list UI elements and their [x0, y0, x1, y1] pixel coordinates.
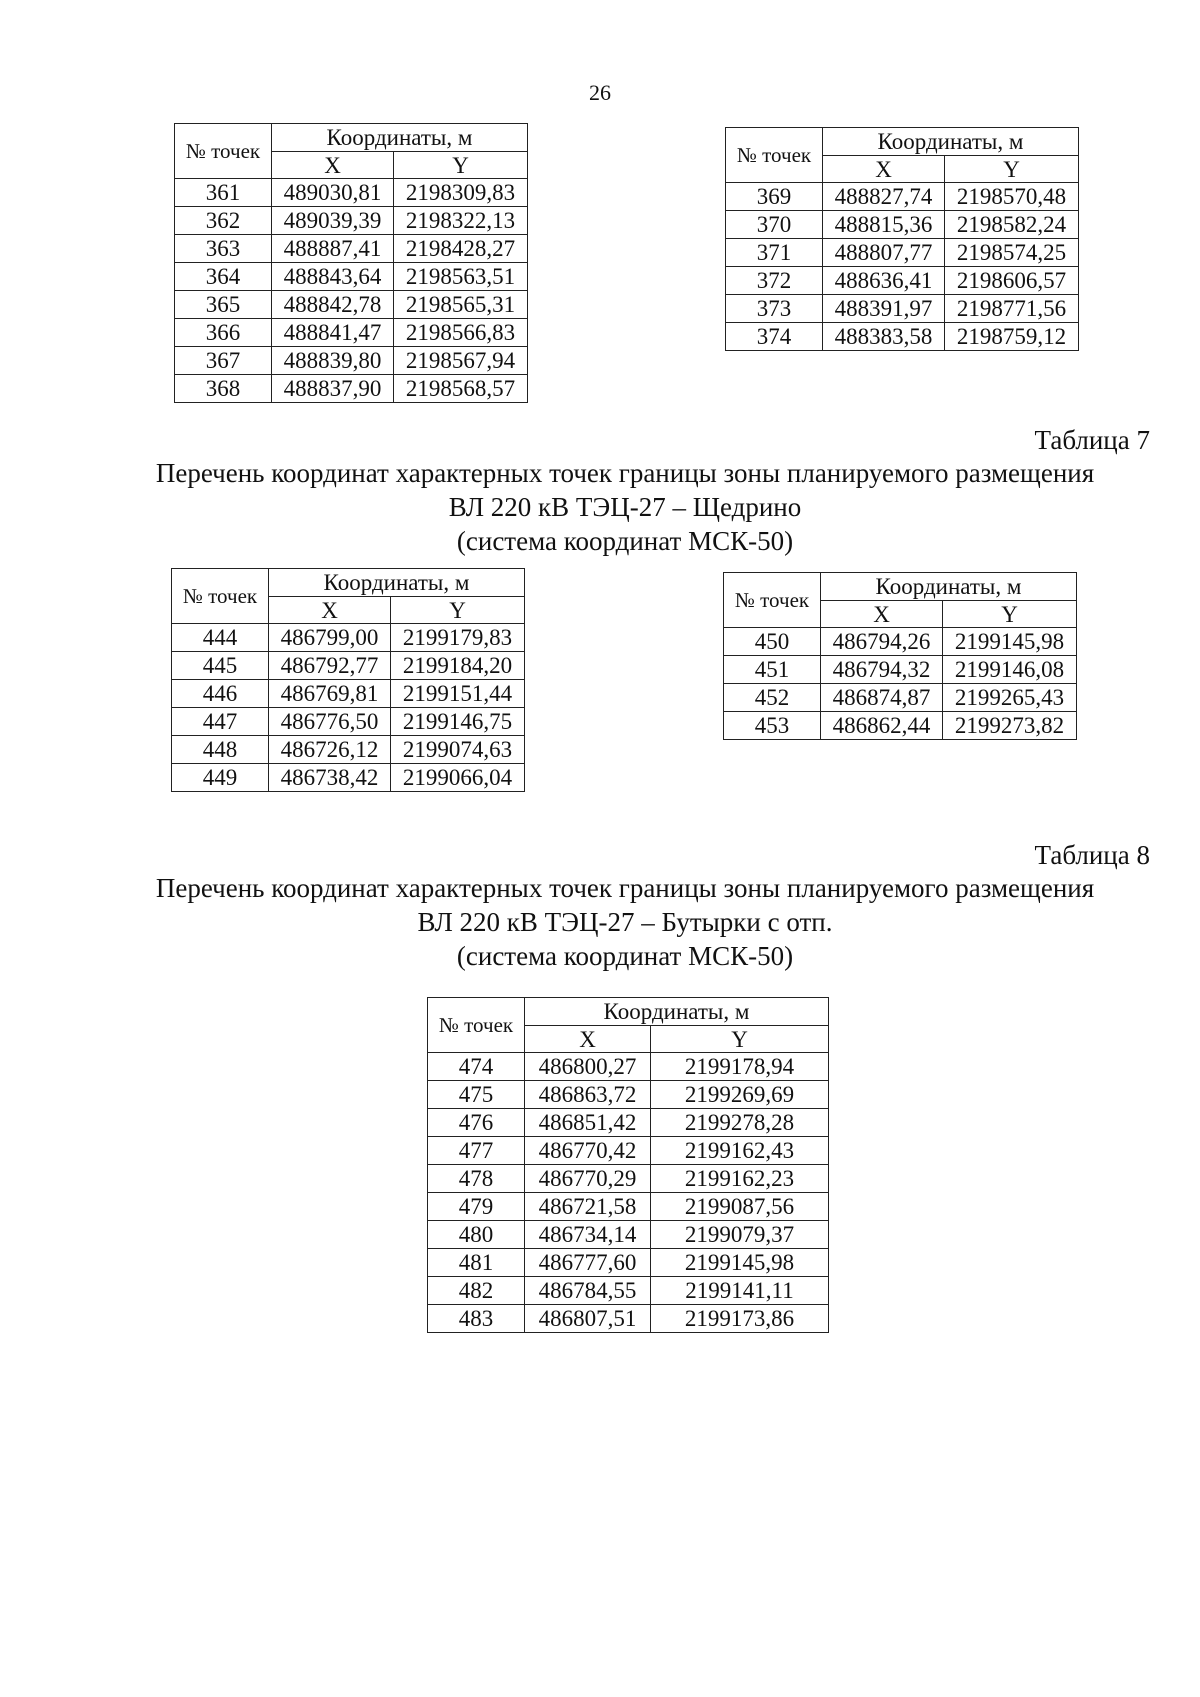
table-row [175, 319, 528, 347]
y-coordinate-cell: 2199179,83 [391, 624, 525, 652]
y-coordinate-cell: 2198567,94 [394, 347, 528, 375]
x-coordinate-cell: 489030,81 [272, 179, 394, 207]
table-header-row [726, 128, 1079, 156]
y-coordinate-cell: 2198428,27 [394, 235, 528, 263]
x-coordinate-cell: 488887,41 [272, 235, 394, 263]
point-number-cell: 371 [726, 239, 823, 267]
table-row [172, 708, 525, 736]
table-header-row [428, 998, 829, 1026]
point-number-cell: 363 [175, 235, 272, 263]
x-coordinate-cell: 486794,26 [821, 628, 943, 656]
point-number-cell: 373 [726, 295, 823, 323]
point-number-cell: 444 [172, 624, 269, 652]
table-7-label: Таблица 7 [1034, 425, 1150, 455]
x-coordinate-cell: 488391,97 [823, 295, 945, 323]
table-row [172, 736, 525, 764]
table-row [726, 239, 1079, 267]
y-coordinate-cell: 2199269,69 [651, 1081, 829, 1109]
x-coordinate-cell: 488839,80 [272, 347, 394, 375]
table-row [428, 1081, 829, 1109]
coordinates-header: Координаты, м [525, 998, 829, 1026]
x-coordinate-cell: 486874,87 [821, 684, 943, 712]
point-number-cell: 451 [724, 656, 821, 684]
x-coordinate-cell: 488842,78 [272, 291, 394, 319]
y-coordinate-cell: 2199278,28 [651, 1109, 829, 1137]
x-coordinate-cell: 486776,50 [269, 708, 391, 736]
point-number-header: № точек [172, 569, 269, 624]
y-coordinate-cell: 2199145,98 [943, 628, 1077, 656]
table-row [726, 295, 1079, 323]
point-number-cell: 368 [175, 375, 272, 403]
y-coordinate-cell: 2199074,63 [391, 736, 525, 764]
y-column-header: Y [391, 597, 525, 624]
table-row [428, 1137, 829, 1165]
table-8-title-line3: (система координат МСК-50) [456, 941, 794, 971]
y-coordinate-cell: 2199178,94 [651, 1053, 829, 1081]
y-coordinate-cell: 2199151,44 [391, 680, 525, 708]
x-column-header: X [823, 156, 945, 183]
x-coordinate-cell: 488807,77 [823, 239, 945, 267]
y-coordinate-cell: 2198771,56 [945, 295, 1079, 323]
table-row [724, 712, 1077, 740]
y-coordinate-cell: 2198574,25 [945, 239, 1079, 267]
x-coordinate-cell: 486770,42 [525, 1137, 651, 1165]
y-coordinate-cell: 2199162,43 [651, 1137, 829, 1165]
x-coordinate-cell: 488827,74 [823, 183, 945, 211]
y-column-header: Y [943, 601, 1077, 628]
point-number-cell: 453 [724, 712, 821, 740]
x-coordinate-cell: 486800,27 [525, 1053, 651, 1081]
point-number-header: № точек [726, 128, 823, 183]
x-coordinate-cell: 486784,55 [525, 1277, 651, 1305]
y-coordinate-cell: 2198309,83 [394, 179, 528, 207]
table-row [726, 183, 1079, 211]
x-coordinate-cell: 486807,51 [525, 1305, 651, 1333]
point-number-cell: 370 [726, 211, 823, 239]
point-number-cell: 367 [175, 347, 272, 375]
table-7-title-line1: Перечень координат характерных точек границы зоны планируемого размещения [155, 458, 1095, 488]
y-column-header: Y [651, 1026, 829, 1053]
y-coordinate-cell: 2199066,04 [391, 764, 525, 792]
coordinates-table-444-449 [171, 568, 525, 792]
table-8-label: Таблица 8 [1034, 840, 1150, 870]
x-coordinate-cell: 486851,42 [525, 1109, 651, 1137]
x-coordinate-cell: 486770,29 [525, 1165, 651, 1193]
table-row [726, 267, 1079, 295]
point-number-cell: 445 [172, 652, 269, 680]
y-coordinate-cell: 2198568,57 [394, 375, 528, 403]
table-row [428, 1305, 829, 1333]
table-row [175, 291, 528, 319]
x-coordinate-cell: 488843,64 [272, 263, 394, 291]
x-coordinate-cell: 489039,39 [272, 207, 394, 235]
x-column-header: X [269, 597, 391, 624]
x-coordinate-cell: 488837,90 [272, 375, 394, 403]
point-number-cell: 478 [428, 1165, 525, 1193]
coordinates-header: Координаты, м [821, 573, 1077, 601]
point-number-cell: 361 [175, 179, 272, 207]
y-column-header: Y [394, 152, 528, 179]
y-coordinate-cell: 2199173,86 [651, 1305, 829, 1333]
x-column-header: X [821, 601, 943, 628]
point-number-cell: 369 [726, 183, 823, 211]
coordinates-header: Координаты, м [272, 124, 528, 152]
table-row [172, 680, 525, 708]
table-row [428, 1277, 829, 1305]
point-number-cell: 480 [428, 1221, 525, 1249]
table-row [172, 624, 525, 652]
y-coordinate-cell: 2199162,23 [651, 1165, 829, 1193]
table-row [726, 211, 1079, 239]
y-coordinate-cell: 2199079,37 [651, 1221, 829, 1249]
y-coordinate-cell: 2199265,43 [943, 684, 1077, 712]
y-coordinate-cell: 2199141,11 [651, 1277, 829, 1305]
y-coordinate-cell: 2199146,75 [391, 708, 525, 736]
x-column-header: X [525, 1026, 651, 1053]
y-coordinate-cell: 2199146,08 [943, 656, 1077, 684]
table-row [172, 652, 525, 680]
table-7-title-line3: (система координат МСК-50) [456, 526, 794, 556]
point-number-cell: 474 [428, 1053, 525, 1081]
y-coordinate-cell: 2199184,20 [391, 652, 525, 680]
point-number-cell: 372 [726, 267, 823, 295]
x-coordinate-cell: 486862,44 [821, 712, 943, 740]
y-coordinate-cell: 2198565,31 [394, 291, 528, 319]
x-coordinate-cell: 486794,32 [821, 656, 943, 684]
point-number-cell: 479 [428, 1193, 525, 1221]
point-number-cell: 366 [175, 319, 272, 347]
y-coordinate-cell: 2199087,56 [651, 1193, 829, 1221]
y-column-header: Y [945, 156, 1079, 183]
table-header-row [175, 124, 528, 152]
x-coordinate-cell: 486726,12 [269, 736, 391, 764]
point-number-cell: 446 [172, 680, 269, 708]
y-coordinate-cell: 2198566,83 [394, 319, 528, 347]
point-number-cell: 482 [428, 1277, 525, 1305]
point-number-cell: 476 [428, 1109, 525, 1137]
point-number-cell: 447 [172, 708, 269, 736]
coordinates-header: Координаты, м [269, 569, 525, 597]
point-number-cell: 450 [724, 628, 821, 656]
point-number-cell: 449 [172, 764, 269, 792]
table-row [175, 347, 528, 375]
point-number-cell: 475 [428, 1081, 525, 1109]
x-coordinate-cell: 486734,14 [525, 1221, 651, 1249]
table-row [428, 1221, 829, 1249]
x-coordinate-cell: 486738,42 [269, 764, 391, 792]
y-coordinate-cell: 2198606,57 [945, 267, 1079, 295]
point-number-cell: 477 [428, 1137, 525, 1165]
coordinates-table-450-453 [723, 572, 1077, 740]
coordinates-table-361-368 [174, 123, 528, 403]
table-row [428, 1193, 829, 1221]
coordinates-header: Координаты, м [823, 128, 1079, 156]
table-row [175, 207, 528, 235]
point-number-cell: 374 [726, 323, 823, 351]
table-row [175, 375, 528, 403]
table-header-row [724, 573, 1077, 601]
table-header-row [172, 569, 525, 597]
x-coordinate-cell: 486863,72 [525, 1081, 651, 1109]
y-coordinate-cell: 2198582,24 [945, 211, 1079, 239]
point-number-cell: 483 [428, 1305, 525, 1333]
point-number-header: № точек [175, 124, 272, 179]
coordinates-table-474-483 [427, 997, 829, 1333]
x-coordinate-cell: 488636,41 [823, 267, 945, 295]
point-number-header: № точек [724, 573, 821, 628]
table-row [428, 1165, 829, 1193]
page-number: 26 [589, 80, 611, 105]
table-row [428, 1249, 829, 1277]
table-row [428, 1109, 829, 1137]
x-column-header: X [272, 152, 394, 179]
table-7-title-line2: ВЛ 220 кВ ТЭЦ-27 – Щедрино [448, 492, 802, 522]
table-row [724, 656, 1077, 684]
x-coordinate-cell: 488815,36 [823, 211, 945, 239]
point-number-cell: 362 [175, 207, 272, 235]
point-number-header: № точек [428, 998, 525, 1053]
y-coordinate-cell: 2198759,12 [945, 323, 1079, 351]
x-coordinate-cell: 486721,58 [525, 1193, 651, 1221]
table-8-title-line1: Перечень координат характерных точек границы зоны планируемого размещения [155, 873, 1095, 903]
table-row [175, 179, 528, 207]
point-number-cell: 448 [172, 736, 269, 764]
x-coordinate-cell: 486777,60 [525, 1249, 651, 1277]
table-8-title-line2: ВЛ 220 кВ ТЭЦ-27 – Бутырки с отп. [417, 907, 833, 937]
y-coordinate-cell: 2198570,48 [945, 183, 1079, 211]
table-row [724, 628, 1077, 656]
x-coordinate-cell: 488841,47 [272, 319, 394, 347]
x-coordinate-cell: 486769,81 [269, 680, 391, 708]
point-number-cell: 364 [175, 263, 272, 291]
table-row [172, 764, 525, 792]
x-coordinate-cell: 486792,77 [269, 652, 391, 680]
coordinates-table-369-374 [725, 127, 1079, 351]
y-coordinate-cell: 2199273,82 [943, 712, 1077, 740]
point-number-cell: 481 [428, 1249, 525, 1277]
table-row [724, 684, 1077, 712]
x-coordinate-cell: 488383,58 [823, 323, 945, 351]
point-number-cell: 452 [724, 684, 821, 712]
table-row [428, 1053, 829, 1081]
y-coordinate-cell: 2198322,13 [394, 207, 528, 235]
x-coordinate-cell: 486799,00 [269, 624, 391, 652]
table-row [175, 235, 528, 263]
table-row [175, 263, 528, 291]
point-number-cell: 365 [175, 291, 272, 319]
y-coordinate-cell: 2199145,98 [651, 1249, 829, 1277]
y-coordinate-cell: 2198563,51 [394, 263, 528, 291]
table-row [726, 323, 1079, 351]
